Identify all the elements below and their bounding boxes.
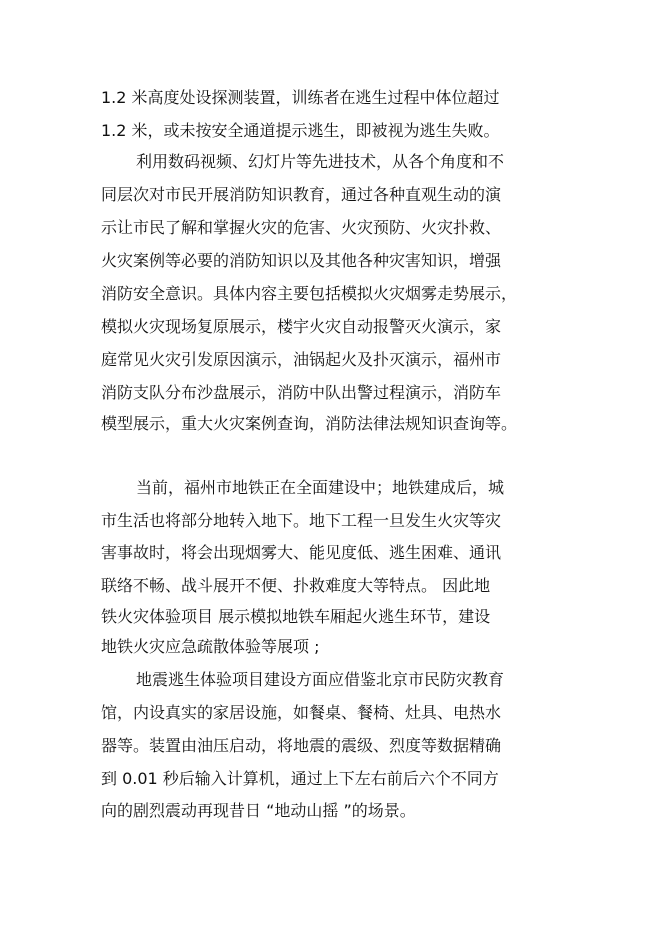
text-line: 示让市民了解和掌握火灾的危害、火灾预防、火灾扑救、 bbox=[101, 218, 502, 237]
text-line: 地震逃生体验项目建设方面应借鉴北京市民防灾教育 bbox=[136, 670, 505, 689]
text-line: 铁火灾体验项目 展示模拟地铁车厢起火逃生环节，建设 bbox=[101, 607, 491, 626]
text-line: 模拟火灾现场复原展示，楼宇火灾自动报警灭火演示，家 bbox=[101, 317, 502, 336]
text-line: 消防安全意识。具体内容主要包括模拟火灾烟雾走势展示， bbox=[101, 284, 518, 303]
text-line: 当前，福州市地铁正在全面建设中；地铁建成后，城 bbox=[136, 478, 505, 497]
text-line: 害事故时，将会出现烟雾大、能见度低、逃生困难、通讯 bbox=[101, 543, 502, 562]
text-line: 1.2 米高度处设探测装置，训练者在逃生过程中体位超过 bbox=[101, 88, 500, 107]
text-line: 馆，内设真实的家居设施，如餐桌、餐椅、灶具、电热水 bbox=[101, 703, 502, 722]
text-line: 消防支队分布沙盘展示，消防中队出警过程演示，消防车 bbox=[101, 383, 502, 402]
text-line: 利用数码视频、幻灯片等先进技术，从各个角度和不 bbox=[136, 152, 505, 171]
text-line: 器等。装置由油压启动，将地震的震级、烈度等数据精确 bbox=[101, 736, 502, 755]
text-line: 地铁火灾应急疏散体验等展项 ; bbox=[101, 637, 320, 656]
text-line: 火灾案例等必要的消防知识以及其他各种灾害知识，增强 bbox=[101, 251, 502, 270]
text-line: 1.2 米，或未按安全通道提示逃生，即被视为逃生失败。 bbox=[101, 121, 500, 140]
text-line: 模型展示，重大火灾案例查询，消防法律法规知识查询等。 bbox=[101, 414, 518, 433]
text-line: 联络不畅、战斗展开不便、扑救难度大等特点。 因此地 bbox=[101, 576, 491, 595]
text-line: 同层次对市民开展消防知识教育，通过各种直观生动的演 bbox=[101, 185, 502, 204]
text-line: 向的剧烈震动再现昔日 “地动山摇 ”的场景。 bbox=[101, 801, 416, 820]
text-line: 庭常见火灾引发原因演示，油锅起火及扑灭演示，福州市 bbox=[101, 350, 502, 369]
text-line: 市生活也将部分地转入地下。地下工程一旦发生火灾等灾 bbox=[101, 511, 502, 530]
text-line: 到 0.01 秒后输入计算机，通过上下左右前后六个不同方 bbox=[101, 769, 499, 788]
